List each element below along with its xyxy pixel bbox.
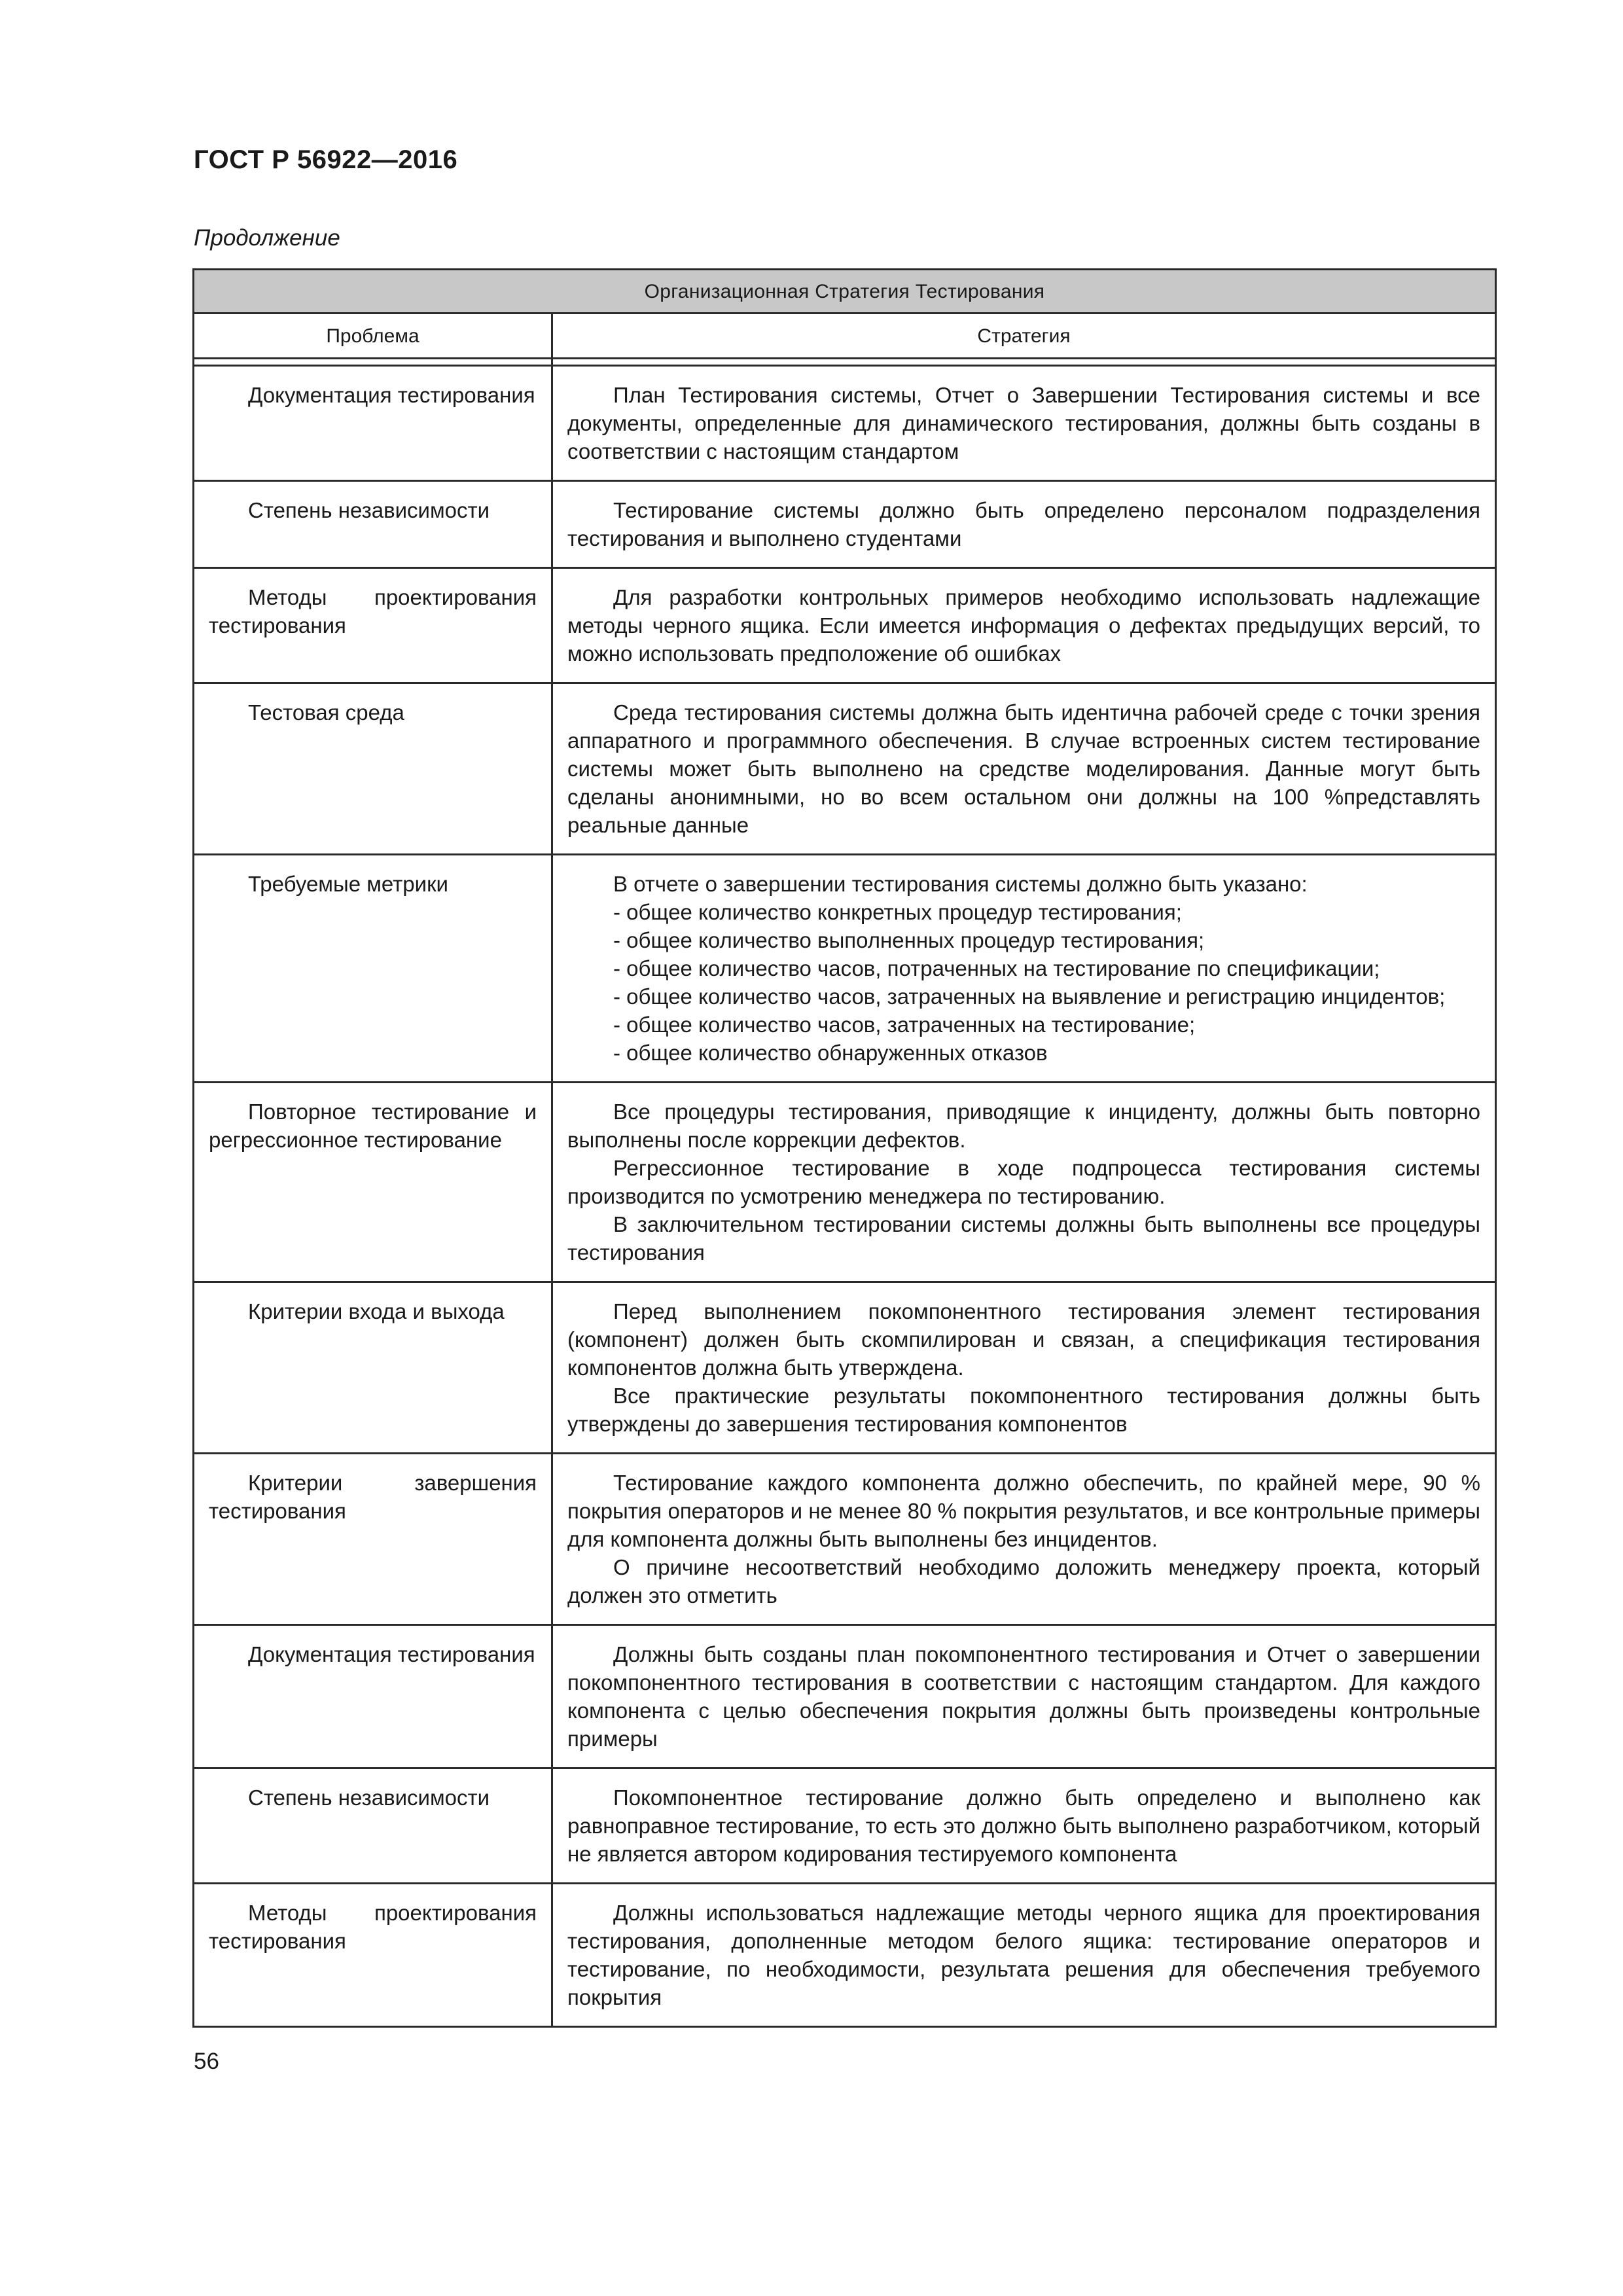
strategy-paragraph: Должны быть созданы план покомпонентного тестирования и Отчет о завершении покомпонентного тестирования в соответствии с настоящим стандартом. Для каждого компонента с целью обеспечения покрытия должны быть произведены контрольные примеры — [567, 1642, 1480, 1751]
problem-cell — [194, 366, 552, 481]
strategy-cell — [552, 683, 1496, 855]
header-spacer — [194, 359, 552, 366]
problem-cell — [194, 1454, 552, 1625]
problem-text: Требуемые метрики — [248, 872, 448, 896]
strategy-cell — [552, 1768, 1496, 1884]
strategy-paragraph: Среда тестирования системы должна быть идентична рабочей среде с точки зрения аппаратного и программного обеспечения. В случае встроенных систем тестирование системы может быть выполнено на средстве моделирования. Данные могут быть сделаны анонимными, но во всем остальном они должны на 100 %представлять реальные данные — [567, 700, 1480, 837]
table-row — [194, 855, 1496, 1083]
strategy-cell — [552, 366, 1496, 481]
problem-text: Методы проектирования тестирования — [209, 585, 537, 637]
strategy-paragraph: Должны использоваться надлежащие методы черного ящика для проектирования тестирования, дополненные методом белого ящика: тестирование операторов и тестирование, по необходимости, результата решения для обеспечения требуемого покрытия — [567, 1901, 1480, 2009]
continuation-label: Продолжение — [194, 225, 340, 251]
table-title: Организационная Стратегия Тестирования — [194, 270, 1496, 314]
table-row — [194, 366, 1496, 481]
table-row — [194, 1884, 1496, 2027]
problem-cell — [194, 1768, 552, 1884]
problem-text: Тестовая среда — [248, 700, 404, 725]
strategy-paragraph: Покомпонентное тестирование должно быть определено и выполнено как равноправное тестирование, то есть это должно быть выполнено разработчиком, который не является автором кодирования тестируемого компонента — [567, 1785, 1480, 1866]
strategy-cell — [552, 1454, 1496, 1625]
strategy-paragraph: - общее количество выполненных процедур тестирования; — [613, 928, 1205, 952]
strategy-cell — [552, 1884, 1496, 2027]
strategy-cell — [552, 568, 1496, 683]
strategy-paragraph: - общее количество обнаруженных отказов — [613, 1041, 1048, 1065]
document-code: ГОСТ Р 56922—2016 — [194, 145, 458, 174]
strategy-cell — [552, 1083, 1496, 1282]
problem-text: Документация тестирования — [248, 383, 535, 407]
problem-text: Методы проектирования тестирования — [209, 1901, 537, 1953]
strategy-cell — [552, 855, 1496, 1083]
column-header-strategy: Стратегия — [552, 314, 1496, 359]
strategy-cell — [552, 481, 1496, 568]
strategy-paragraph: Тестирование системы должно быть определено персоналом подразделения тестирования и выполнено студентами — [567, 498, 1480, 550]
problem-text: Документация тестирования — [248, 1642, 535, 1666]
strategy-paragraph: План Тестирования системы, Отчет о Завершении Тестирования системы и все документы, определенные для динамического тестирования, должны быть созданы в соответствии с настоящим стандартом — [567, 383, 1480, 463]
strategy-paragraph: Тестирование каждого компонента должно обеспечить, по крайней мере, 90 % покрытия операторов и не менее 80 % покрытия результатов, и все контрольные примеры для компонента должны быть выполнены без инцидентов. — [567, 1471, 1480, 1551]
strategy-paragraph: В заключительном тестировании системы должны быть выполнены все процедуры тестирования — [567, 1212, 1480, 1265]
strategy-paragraph: - общее количество конкретных процедур тестирования; — [613, 900, 1182, 924]
problem-cell — [194, 683, 552, 855]
table-row — [194, 568, 1496, 683]
table-body — [194, 366, 1496, 2027]
problem-cell — [194, 481, 552, 568]
table-row — [194, 683, 1496, 855]
strategy-cell — [552, 1282, 1496, 1454]
strategy-paragraph: - общее количество часов, потраченных на тестирование по спецификации; — [613, 956, 1380, 980]
problem-text: Степень независимости — [248, 498, 490, 522]
strategy-paragraph: Перед выполнением покомпонентного тестирования элемент тестирования (компонент) должен быть скомпилирован и связан, а спецификация тестирования компонентов должна быть утверждена. — [567, 1299, 1480, 1380]
page-number: 56 — [194, 2049, 219, 2074]
table-row — [194, 481, 1496, 568]
strategy-cell — [552, 1625, 1496, 1768]
problem-text: Степень независимости — [248, 1785, 490, 1810]
problem-cell — [194, 568, 552, 683]
strategy-table — [192, 268, 1497, 2028]
table-row — [194, 1282, 1496, 1454]
strategy-paragraph: В отчете о завершении тестирования системы должно быть указано: — [613, 872, 1308, 896]
strategy-paragraph: - общее количество часов, затраченных на выявление и регистрацию инцидентов; — [613, 984, 1446, 1009]
strategy-paragraph: - общее количество часов, затраченных на тестирование; — [613, 1013, 1196, 1037]
problem-text: Критерии входа и выхода — [248, 1299, 505, 1323]
problem-cell — [194, 1083, 552, 1282]
strategy-paragraph: Регрессионное тестирование в ходе подпроцесса тестирования системы производится по усмотрению менеджера по тестированию. — [567, 1156, 1480, 1208]
header-spacer — [552, 359, 1496, 366]
problem-text: Критерии завершения тестирования — [209, 1471, 537, 1523]
problem-cell — [194, 855, 552, 1083]
strategy-paragraph: О причине несоответствий необходимо доложить менеджеру проекта, который должен это отметить — [567, 1555, 1480, 1607]
table-row — [194, 1768, 1496, 1884]
strategy-paragraph: Для разработки контрольных примеров необходимо использовать надлежащие методы черного ящика. Если имеется информация о дефектах предыдущих версий, то можно использовать предположение об ошибках — [567, 585, 1480, 666]
problem-cell — [194, 1625, 552, 1768]
table-row — [194, 1083, 1496, 1282]
table-row — [194, 1454, 1496, 1625]
problem-text: Повторное тестирование и регрессионное тестирование — [209, 1100, 537, 1152]
strategy-paragraph: Все процедуры тестирования, приводящие к инциденту, должны быть повторно выполнены после коррекции дефектов. — [567, 1100, 1480, 1152]
problem-cell — [194, 1282, 552, 1454]
strategy-paragraph: Все практические результаты покомпонентного тестирования должны быть утверждены до завершения тестирования компонентов — [567, 1384, 1480, 1436]
table-row — [194, 1625, 1496, 1768]
column-header-problem: Проблема — [194, 314, 552, 359]
problem-cell — [194, 1884, 552, 2027]
